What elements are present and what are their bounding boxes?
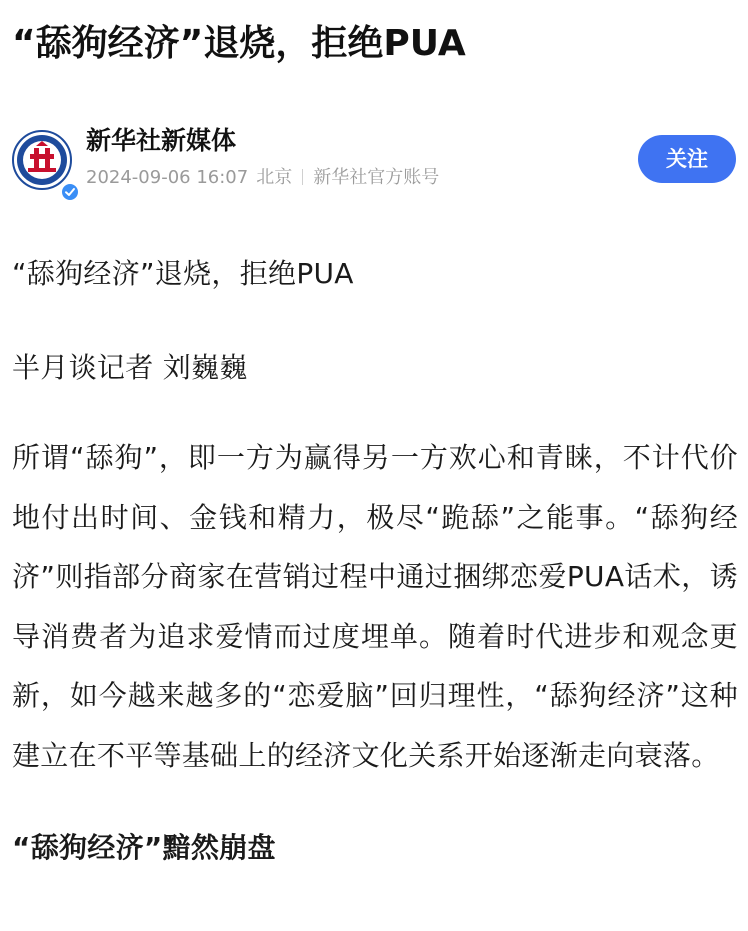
author-meta (86, 166, 439, 190)
follow-button[interactable]: 关注 (638, 135, 736, 183)
publish-location: 北京 (256, 167, 293, 188)
verified-check-icon (60, 182, 80, 202)
reporter-byline: 半月谈记者 刘巍巍 (12, 351, 248, 384)
account-type: 新华社官方账号 (313, 167, 440, 188)
body-paragraph: 所谓“舔狗”，即一方为赢得另一方欢心和青睐，不计代价地付出时间、金钱和精力，极尽“跪舔”之能事。“舔狗经济”则指部分商家在营销过程中通过捆绑恋爱PUA话术，诱导消费者为追求爱情而过度埋单。随着时代进步和观念更新，如今越来越多的“恋爱脑”回归理性，“舔狗经济”这种建立在不平等基础上的经济文化关系开始逐渐走向衰落。 (12, 441, 738, 772)
author-bar (10, 120, 738, 196)
xinhua-logo-icon (12, 130, 72, 190)
article-subtitle: “舔狗经济”退烧，拒绝PUA (12, 257, 354, 290)
publish-date: 2024-09-06 16:07 (86, 167, 249, 188)
author-name[interactable]: 新华社新媒体 (86, 126, 237, 155)
article-content (12, 244, 738, 878)
article-title: “舔狗经济”退烧，拒绝PUA (12, 23, 466, 64)
section-heading: “舔狗经济”黯然崩盘 (12, 831, 276, 864)
meta-divider (302, 169, 303, 185)
author-avatar[interactable] (12, 130, 72, 190)
